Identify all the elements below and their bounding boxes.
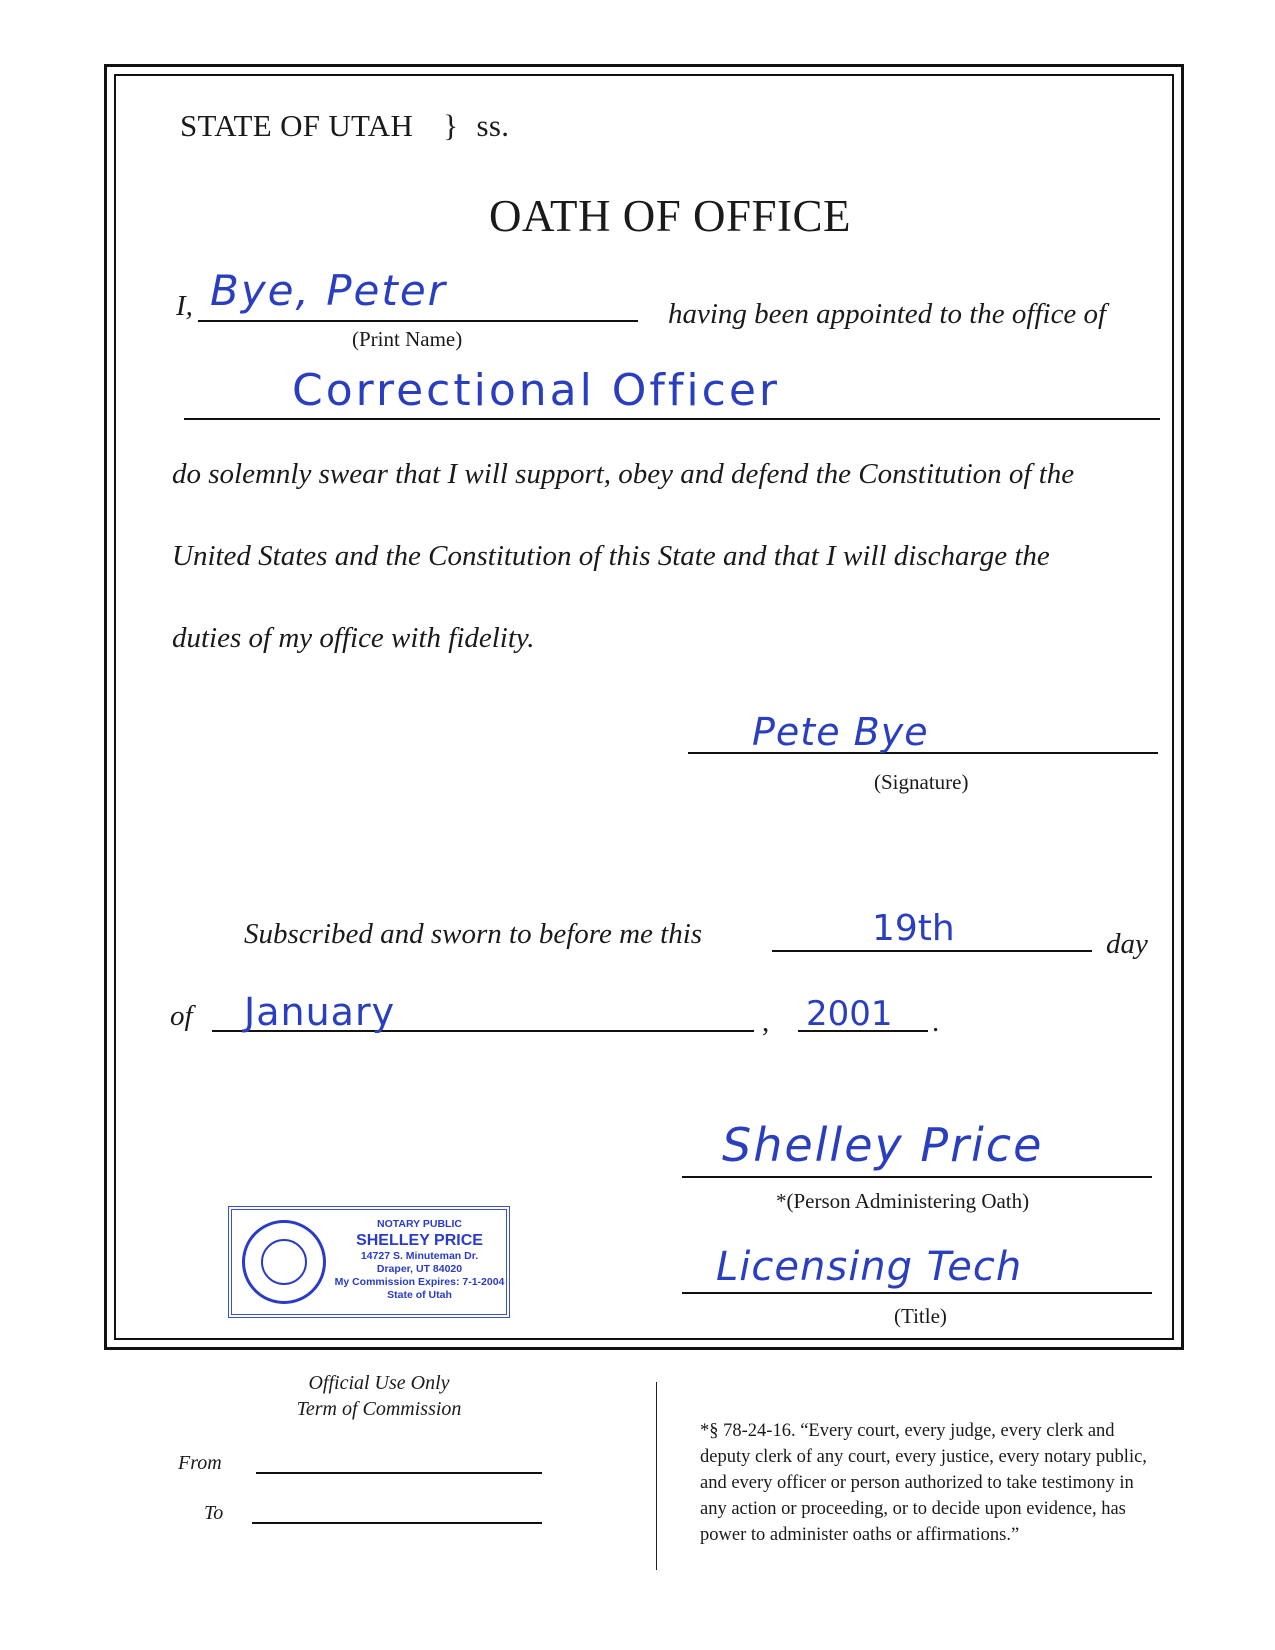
oath-line-2: United States and the Constitution of this State and that I will discharge the (172, 540, 1050, 572)
notary-stamp-line-5: My Commission Expires: 7-1-2004 (334, 1276, 505, 1288)
footnote-line-1: *§ 78-24-16. “Every court, every judge, every clerk and (700, 1421, 1115, 1441)
to-field (252, 1522, 542, 1524)
office-line (184, 418, 1160, 420)
signature-caption: (Signature) (874, 770, 969, 794)
print-name-line (198, 320, 638, 322)
notary-stamp-line-4: Draper, UT 84020 (376, 1263, 463, 1275)
period: . (932, 1006, 940, 1038)
official-use-heading: Official Use Only (308, 1372, 450, 1394)
notary-stamp-line-6: State of Utah (387, 1289, 452, 1301)
notary-stamp-text (332, 1218, 507, 1302)
oath-line-3: duties of my office with fidelity. (172, 622, 535, 654)
beehive-icon (261, 1239, 307, 1285)
day-line (772, 950, 1092, 952)
footnote-line-5: power to administer oaths or affirmations.” (700, 1525, 1020, 1545)
signature-value: Pete Bye (752, 710, 929, 754)
subscribed-text: Subscribed and sworn to before me this (244, 918, 703, 950)
administrator-signature-line (682, 1176, 1152, 1178)
document-title: OATH OF OFFICE (488, 191, 852, 241)
day-value: 19th (872, 908, 955, 949)
footnote-line-4: any action or proceeding, or to decide upon evidence, has (700, 1499, 1126, 1519)
year-value: 2001 (806, 994, 893, 1034)
oath-line-1: do solemnly swear that I will support, obey and defend the Constitution of the (172, 458, 1075, 490)
from-label: From (178, 1452, 222, 1474)
administrator-caption: *(Person Administering Oath) (776, 1189, 1030, 1213)
statute-footnote (700, 1418, 1220, 1548)
administrator-signature-value: Shelley Price (722, 1118, 1044, 1172)
month-value: January (244, 990, 396, 1034)
from-field (256, 1472, 542, 1474)
office-value: Correctional Officer (292, 365, 780, 416)
term-of-commission-heading: Term of Commission (296, 1398, 462, 1420)
of-label: of (170, 1000, 193, 1032)
comma: , (762, 1006, 770, 1038)
brace: } (443, 108, 459, 143)
state-label: STATE OF UTAH (180, 108, 414, 143)
to-label: To (204, 1502, 224, 1524)
title-caption: (Title) (894, 1304, 947, 1328)
venue-line (180, 108, 509, 144)
vertical-divider (656, 1382, 657, 1570)
footnote-line-2: deputy clerk of any court, every justice, every notary public, (700, 1447, 1147, 1467)
i-label: I, (176, 290, 193, 322)
notary-stamp-line-2: SHELLEY PRICE (356, 1232, 483, 1249)
notary-stamp (228, 1206, 510, 1318)
title-value: Licensing Tech (716, 1244, 1023, 1290)
notary-stamp-line-1: NOTARY PUBLIC (377, 1218, 462, 1230)
print-name-caption: (Print Name) (352, 327, 463, 351)
footnote-line-3: and every officer or person authorized to take testimony in (700, 1473, 1134, 1493)
day-label: day (1106, 928, 1148, 960)
notary-stamp-line-3: 14727 S. Minuteman Dr. (360, 1250, 479, 1262)
state-seal-icon (242, 1220, 326, 1304)
print-name-value: Bye, Peter (210, 266, 447, 315)
appointed-text: having been appointed to the office of (668, 298, 1107, 330)
ss-label: ss. (476, 108, 510, 143)
title-line (682, 1292, 1152, 1294)
